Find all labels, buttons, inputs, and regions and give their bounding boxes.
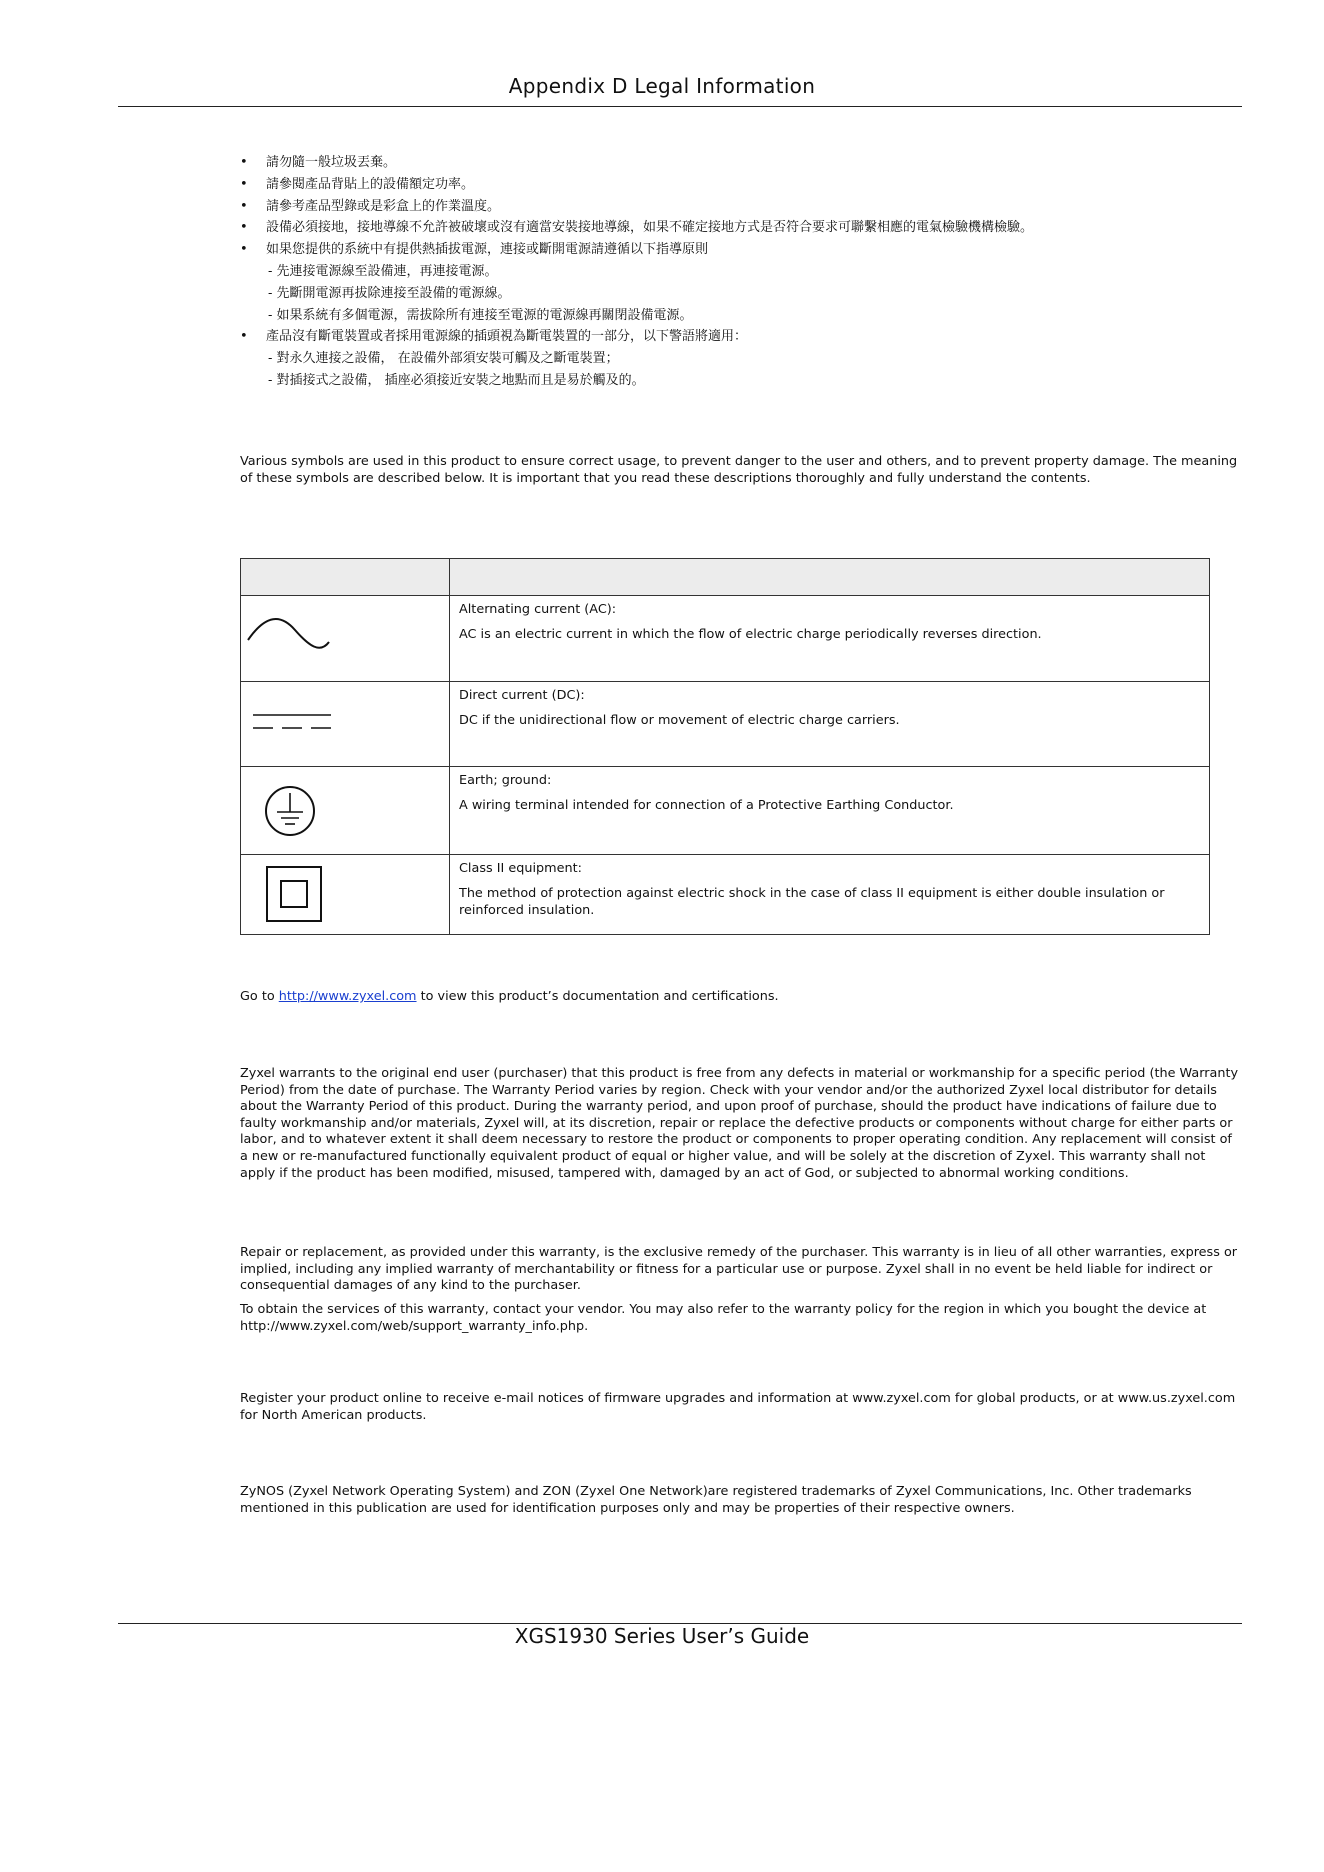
list-item xyxy=(240,283,1240,305)
description-cell xyxy=(450,767,1210,855)
list-item-text: - 先連接電源線至設備連，再連接電源。 xyxy=(268,263,498,279)
description-cell xyxy=(450,596,1210,682)
earth-ground-icon xyxy=(241,767,447,855)
list-item xyxy=(240,239,1240,261)
list-item-text: 請參閱產品背貼上的設備額定功率。 xyxy=(266,176,475,192)
bullet-glyph: • xyxy=(240,176,248,192)
symbol-cell xyxy=(241,767,450,855)
bullet-glyph: • xyxy=(240,155,248,170)
symbols-intro: Various symbols are used in this product to ensure correct usage, to prevent danger to the user and others, and to prevent property damage. The meaning of these symbols are described below. It is important that you read these descriptions thoroughly and fully understand the contents. xyxy=(240,454,1238,486)
symbol-title: Direct current (DC): xyxy=(459,688,585,703)
symbol-description: AC is an electric current in which the flow of electric charge periodically reverses direction. xyxy=(459,627,1042,642)
bullet-glyph: • xyxy=(240,329,248,345)
symbol-cell xyxy=(241,855,450,935)
header-explanation-cell xyxy=(450,559,1210,596)
table-row xyxy=(241,855,1210,935)
chinese-safety-notes xyxy=(240,152,1240,392)
symbol-title: Earth; ground: xyxy=(459,773,552,788)
certs-prefix: Go to xyxy=(240,989,279,1004)
list-item xyxy=(240,217,1240,239)
dc-dashes-icon xyxy=(241,682,447,767)
warranty-remedy-paragraph: Repair or replacement, as provided under this warranty, is the exclusive remedy of the purchaser. This warranty is in lieu of all other warranties, express or implied, including any implied warranty of merchantability or fitness for a particular use or purpose. Zyxel shall in no event be held liable for indirect or consequential damages of any kind to the purchaser. xyxy=(240,1245,1238,1294)
bullet-glyph: • xyxy=(240,220,248,236)
description-cell xyxy=(450,855,1210,935)
symbols-table xyxy=(240,558,1210,935)
bullet-glyph: • xyxy=(240,242,248,258)
list-item xyxy=(240,261,1240,283)
list-item-text: 設備必須接地，接地導線不允許被破壞或沒有適當安裝接地導線，如果不確定接地方式是否符合要求可聯繫相應的電氣檢驗機構檢驗。 xyxy=(266,220,1034,236)
list-item-text: 產品沒有斷電裝置或者採用電源線的插頭視為斷電裝置的一部分，以下警語將適用： xyxy=(266,329,748,345)
symbol-description: The method of protection against electric shock in the case of class II equipment is either double insulation or reinforced insulation. xyxy=(459,886,1165,918)
list-item-text: 如果您提供的系統中有提供熱插拔電源，連接或斷開電源請遵循以下指導原則 xyxy=(266,242,709,258)
symbol-description: DC if the unidirectional flow or movement of electric charge carriers. xyxy=(459,713,900,728)
zyxel-link[interactable]: http://www.zyxel.com xyxy=(278,989,417,1004)
table-row xyxy=(241,767,1210,855)
ac-sine-icon xyxy=(241,596,447,682)
symbol-title: Class II equipment: xyxy=(459,861,582,876)
certs-suffix: to view this product’s documentation and certifications. xyxy=(416,989,779,1004)
table-row xyxy=(241,682,1210,767)
list-item xyxy=(240,174,1240,196)
warranty-service-paragraph: To obtain the services of this warranty, contact your vendor. You may also refer to the warranty policy for the region in which you bought the device at http://www.zyxel.com/web/support_warranty_info.php. xyxy=(240,1302,1207,1334)
class-ii-icon xyxy=(241,855,447,935)
page-footer-title: XGS1930 Series User’s Guide xyxy=(514,1624,810,1648)
list-item-text: 請勿隨一般垃圾丟棄。 xyxy=(266,155,397,170)
list-item-text: - 對插接式之設備， 插座必須接近安裝之地點而且是易於觸及的。 xyxy=(268,372,645,388)
list-item-text: - 先斷開電源再拔除連接至設備的電源線。 xyxy=(268,285,511,301)
list-item xyxy=(240,196,1240,218)
symbol-cell xyxy=(241,596,450,682)
symbols-table-header xyxy=(241,559,1210,596)
trademarks-paragraph: ZyNOS (Zyxel Network Operating System) and ZON (Zyxel One Network)are registered trademarks of Zyxel Communications, Inc. Other trademarks mentioned in this publication are used for identification purposes only and may be properties of their respective owners. xyxy=(240,1484,1192,1516)
list-item xyxy=(240,348,1240,370)
registration-paragraph: Register your product online to receive e-mail notices of firmware upgrades and information at www.zyxel.com for global products, or at www.us.zyxel.com for North American products. xyxy=(240,1391,1236,1423)
symbol-cell xyxy=(241,682,450,767)
table-row xyxy=(241,596,1210,682)
bullet-glyph: • xyxy=(240,198,248,214)
list-item xyxy=(240,152,1240,174)
symbol-title: Alternating current (AC): xyxy=(459,602,617,617)
list-item xyxy=(240,370,1240,392)
certifications-line xyxy=(240,989,1240,1006)
list-item-text: - 對永久連接之設備， 在設備外部須安裝可觸及之斷電裝置； xyxy=(268,351,619,367)
header-rule xyxy=(118,106,1242,107)
symbol-description: A wiring terminal intended for connection of a Protective Earthing Conductor. xyxy=(459,798,954,813)
warranty-paragraph: Zyxel warrants to the original end user (purchaser) that this product is free from any defects in material or workmanship for a specific period (the Warranty Period) from the date of purchase. The Warranty Period varies by region. Check with your vendor and/or the authorized Zyxel local distributor for details about the Warranty Period of this product. During the warranty period, and upon proof of purchase, should the product have indications of failure due to faulty workmanship and/or materials, Zyxel will, at its discretion, repair or replace the defective products or components without charge for either parts or labor, and to whatever extent it shall deem necessary to restore the product or components to proper operating condition. Any replacement will consist of a new or re-manufactured functionally equivalent product of equal or higher value, and will be solely at the discretion of Zyxel. This warranty shall not apply if the product has been modified, misused, tampered with, damaged by an act of God, or subjected to abnormal working conditions. xyxy=(240,1066,1239,1181)
list-item xyxy=(240,305,1240,327)
header-symbol-cell xyxy=(241,559,450,596)
list-item-text: 請參考產品型錄或是彩盒上的作業溫度。 xyxy=(266,198,501,214)
list-item xyxy=(240,326,1240,348)
page-header-title: Appendix D Legal Information xyxy=(508,74,816,98)
list-item-text: - 如果系統有多個電源，需拔除所有連接至電源的電源線再關閉設備電源。 xyxy=(268,307,693,323)
description-cell xyxy=(450,682,1210,767)
